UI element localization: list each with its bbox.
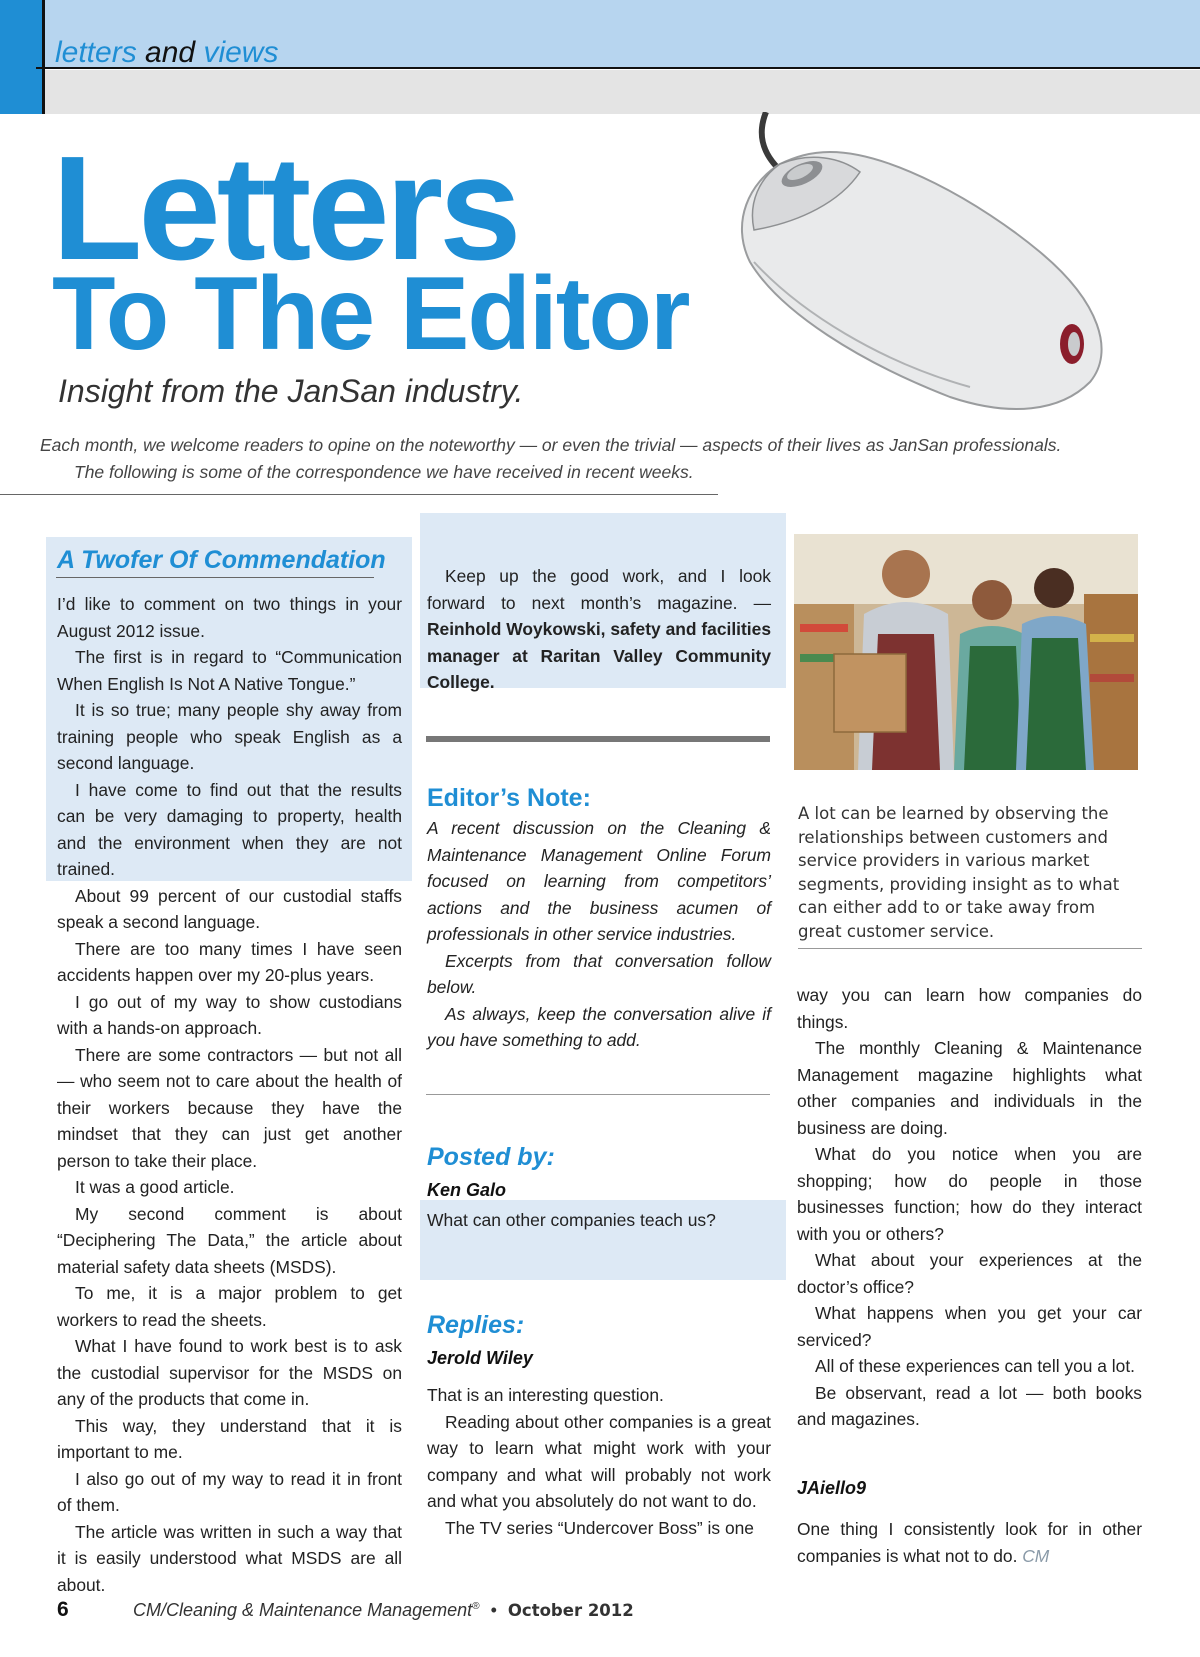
reply-paragraph: Reading about other companies is a great way to learn what might work with your company and what will probably not work and what you absolutely do not want to do. [427,1411,771,1511]
second-reply-author: JAiello9 [797,1478,867,1498]
issue-date: October 2012 [507,1601,634,1620]
reply-paragraph: That is an interesting question. [427,1385,664,1405]
letter-signature: Reinhold Woykowski, safety and facilities manager at Raritan Valley Community College. [427,619,771,692]
reply-author: Jerold Wiley [427,1348,533,1368]
end-mark: CM [1022,1545,1050,1566]
replies-heading: Replies: [427,1311,525,1339]
closing-reply [797,1516,1142,1569]
column3-body [797,982,1142,1433]
column2-divider-thin [426,1094,770,1095]
letter-closing-paragraph [427,563,771,696]
page-title-line2: To The Editor [52,256,689,372]
body-paragraph: I also go out of my way to read it in front of them. [57,1468,402,1515]
editors-note-paragraph: A recent discussion on the Cleaning & Maintenance Management Online Forum focused on learning from competitors’ actions and the business acumen of professionals in other service industries. [427,818,771,944]
letter-closing [427,563,771,696]
body-paragraph: It is so true; many people shy away from training people who speak English as a second language. [57,700,402,773]
letter-heading-underline [56,577,374,578]
page-subtitle: Insight from the JanSan industry. [58,373,524,409]
body-paragraph: To me, it is a major problem to get workers to read the sheets. [57,1283,402,1330]
column3-paragraph: All of these experiences can tell you a lot. [815,1356,1135,1376]
column3-paragraph: Be observant, read a lot — both books and magazines. [797,1382,1142,1429]
column3-divider-thin [798,948,1142,949]
page-title-line1: Letters [52,126,518,291]
publication-name: CM/Cleaning & Maintenance Management [133,1600,473,1620]
posted-question: What can other companies teach us? [427,1210,716,1230]
reply-body [427,1382,771,1541]
posted-by-author: Ken Galo [427,1180,507,1200]
column3-paragraph: What about your experiences at the doctor’s office? [797,1250,1142,1297]
header-vertical-rule [42,0,45,114]
body-paragraph: The first is in regard to “Communication When English Is Not A Native Tongue.” [57,647,402,694]
intro-divider [0,494,718,495]
page-number: 6 [57,1598,69,1621]
body-paragraph: This way, they understand that it is important to me. [57,1415,402,1462]
footer-bullet: • [490,1600,497,1620]
column3-paragraph: What do you notice when you are shopping; how do people in those businesses function; how do they interact with you or others? [797,1144,1142,1244]
intro-text [40,432,1150,486]
footer-publication [133,1600,634,1621]
section-word-letters: letters [55,36,137,69]
section-word-and: and [145,36,196,69]
posted-by-heading: Posted by: [427,1143,555,1171]
closing-text: One thing I consistently look for in other companies is what not to do. [797,1519,1142,1566]
body-paragraph: My second comment is about “Deciphering The Data,” the article about material safety data sheets (MSDS). [57,1203,402,1277]
column3-paragraph: way you can learn how companies do things. [797,985,1142,1032]
body-paragraph: There are some contractors — but not all — who seem not to care about the health of their workers because they have the mindset that they can just get another person to take their place. [57,1044,402,1171]
reply-paragraph: The TV series “Undercover Boss” is one [445,1517,754,1538]
body-paragraph: I have come to find out that the results can be very damaging to property, health and the environment when they are not trained. [57,779,402,879]
body-paragraph: About 99 percent of our custodial staffs speak a second language. [57,885,402,932]
body-paragraph: The article was written in such a way that it is easily understood what MSDS are all about. [57,1521,402,1595]
editors-note-heading: Editor’s Note: [427,784,591,812]
body-paragraph: There are too many times I have seen accidents happen over my 20-plus years. [57,938,402,985]
body-paragraph: I’d like to comment on two things in your August 2012 issue. [57,594,402,641]
store-employees-photo [794,534,1138,770]
registered-mark: ® [472,1601,480,1612]
editors-note-paragraph: As always, keep the conversation alive if you have something to add. [427,1003,771,1050]
letter-heading: A Twofer Of Commendation [57,546,386,574]
editors-note-paragraph: Excerpts from that conversation follow below. [427,950,771,997]
column3-paragraph: What happens when you get your car serviced? [797,1303,1142,1350]
header-gray-band [0,70,1200,114]
body-paragraph: I go out of my way to show custodians with a hands-on approach. [57,991,402,1038]
section-word-views: views [203,36,279,69]
editors-note-body [427,815,771,1054]
closing-paragraph [797,1516,1142,1569]
body-paragraph: What I have found to work best is to ask the custodial supervisor for the MSDS on any of the products that come in. [57,1336,402,1409]
photo-caption: A lot can be learned by observing the relationships between customers and service providers in various market segments, providing insight as to what can either add to or take away from great customer service. [798,804,1120,941]
intro-line-2: The following is some of the correspondence we have received in recent weeks. [74,462,694,482]
body-paragraph: It was a good article. [75,1177,235,1197]
column2-divider-thick [426,736,770,742]
intro-line-1: Each month, we welcome readers to opine on the noteworthy — or even the trivial — aspects of their lives as JanSan professionals. [40,435,1062,455]
letter-closing-text: Keep up the good work, and I look forward to next month’s magazine. — [427,566,771,613]
header-accent-block [0,0,42,114]
section-label [55,36,278,70]
column3-paragraph: The monthly Cleaning & Maintenance Management magazine highlights what other companies and individuals in the business are doing. [797,1038,1142,1138]
column1-body [57,591,402,1598]
computer-mouse-illustration [740,112,1110,422]
